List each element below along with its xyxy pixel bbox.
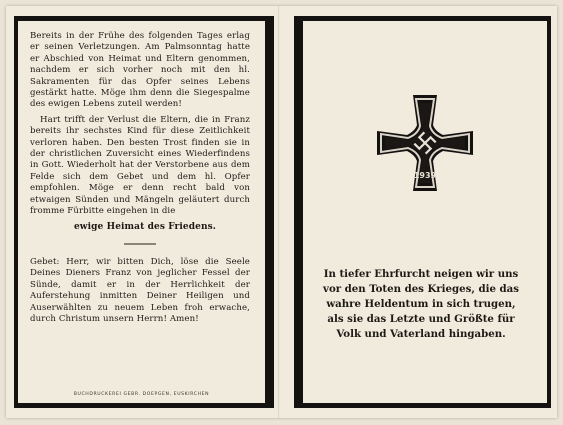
obituary-paragraph-2: Hart trifft der Verlust die Eltern, die in Franz bereits ihr sechstes Kind für diese Zeitlichkeit verloren haben. Den besten Trost finden sie in der christlichen Zuversicht eines Wiederfindens in Gott. Wiederholt hat der Verstorbene aus dem Felde sich dem Gebet und dem hl. Opfer empfohlen. Möge er denn recht bald von etwaigen Sünden und Mängeln geläutert durch fromme Fürbitte eingehen in die bbox=[30, 114, 250, 217]
obituary-text bbox=[30, 31, 250, 329]
prayer-card bbox=[6, 6, 557, 418]
card-fold bbox=[278, 6, 280, 418]
printer-imprint: BUCHDRUCKEREI GEBR. DOEPGEN, EUSKIRCHEN bbox=[73, 392, 210, 397]
right-panel bbox=[294, 16, 551, 408]
left-panel bbox=[14, 16, 274, 408]
cross-year: 1939 bbox=[413, 171, 437, 180]
iron-cross-icon bbox=[373, 91, 477, 195]
homeland-line: ewige Heimat des Friedens. bbox=[73, 221, 217, 232]
obituary-paragraph-1: Bereits in der Frühe des folgenden Tages erlag er seinen Verletzungen. Am Palmsonntag hatte er Abschied von Heimat und Eltern genommen, nachdem er sich vorher noch mit den hl. Sakramenten für das Opfer seines Lebens gestärkt hatte. Möge ihm denn die Siegespalme des ewigen Lebens zuteil werden! bbox=[30, 31, 250, 110]
prayer-text: Gebet: Herr, wir bitten Dich, löse die Seele Deines Dieners Franz von jeglicher Fessel der Sünde, damit er in der Herrlichkeit der Auferstehung inmitten Deiner Heiligen und Auserwählten zu neuem Leben froh erwache, durch Christum unsern Herrn! Amen! bbox=[30, 256, 250, 324]
section-divider bbox=[124, 243, 156, 245]
tribute-text: In tiefer Ehrfurcht neigen wir uns vor den Toten des Krieges, die das wahre Heldentum in sich trugen, als sie das Letzte und Größte für Volk und Vaterland hingaben. bbox=[323, 268, 519, 340]
